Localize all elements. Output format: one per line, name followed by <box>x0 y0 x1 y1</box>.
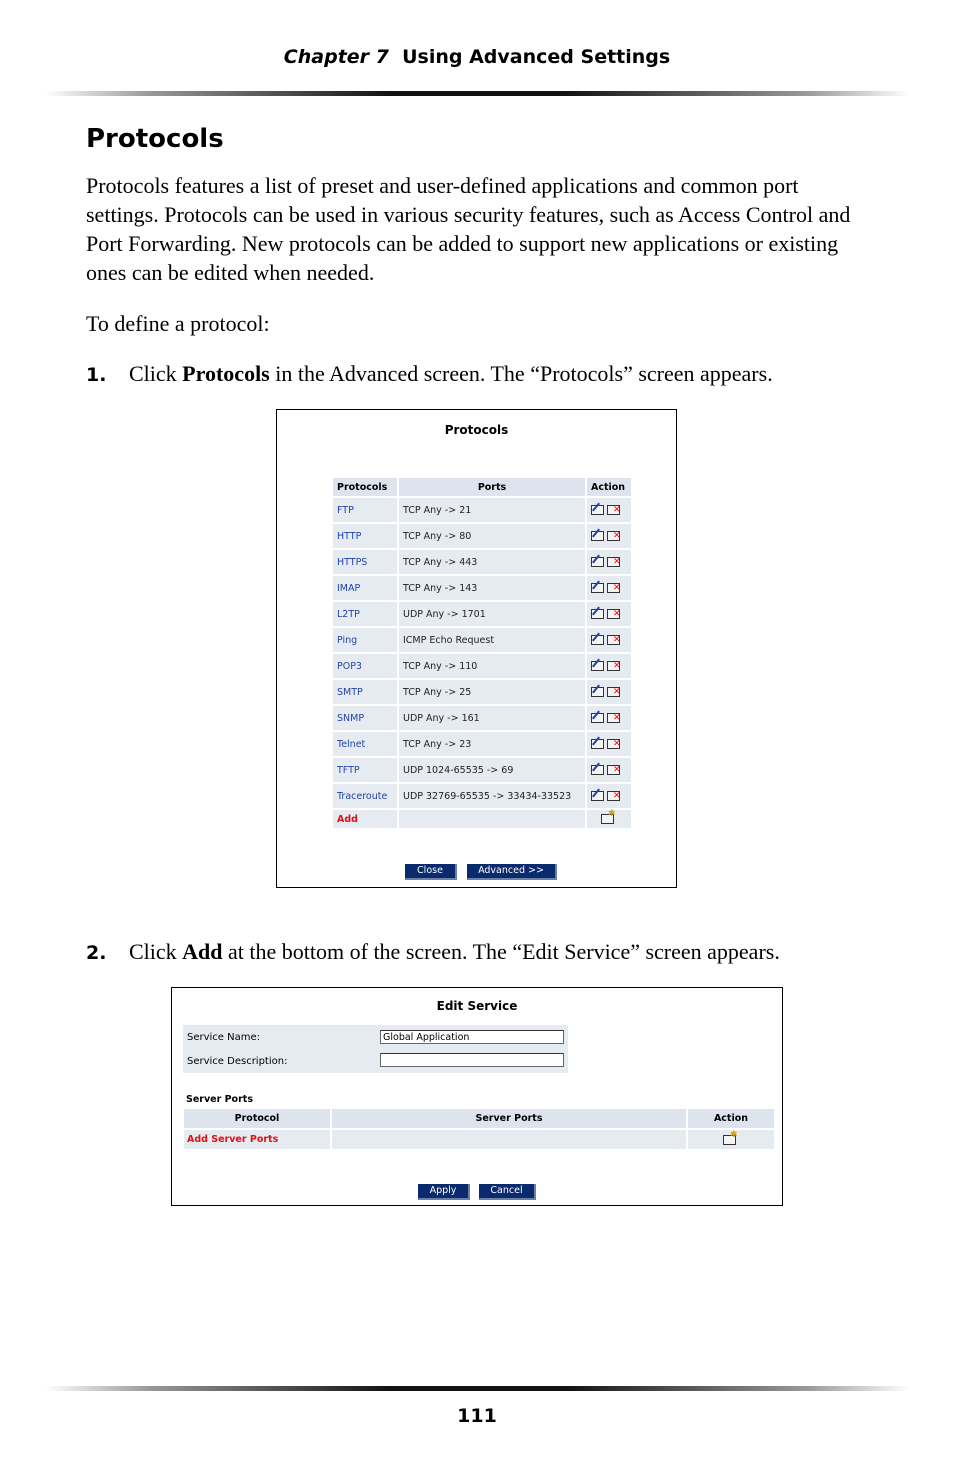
protocol-name-link[interactable]: HTTP <box>333 524 397 548</box>
service-description-label: Service Description: <box>183 1049 376 1073</box>
section-title: Protocols <box>86 124 224 154</box>
edit-icon[interactable] <box>591 713 604 723</box>
running-header <box>0 46 954 68</box>
protocol-name-link[interactable]: POP3 <box>333 654 397 678</box>
action-cell <box>587 810 631 828</box>
chapter-label: Chapter 7 <box>283 46 389 68</box>
delete-icon[interactable] <box>607 505 620 515</box>
define-paragraph: To define a protocol: <box>86 311 270 336</box>
server-ports-label: Server Ports <box>186 1094 253 1105</box>
empty-cell <box>399 810 585 828</box>
edit-icon[interactable] <box>591 609 604 619</box>
service-form <box>183 1025 568 1073</box>
protocols-table <box>331 476 633 830</box>
edit-icon[interactable] <box>591 739 604 749</box>
action-cell <box>587 706 631 730</box>
action-cell <box>688 1130 774 1149</box>
step-text: Click <box>129 361 183 386</box>
delete-icon[interactable] <box>607 765 620 775</box>
service-name-label: Service Name: <box>183 1025 376 1049</box>
protocol-ports: TCP Any -> 21 <box>399 498 585 522</box>
step-text: in the Advanced screen. The “Protocols” screen appears. <box>269 361 773 386</box>
table-row <box>333 654 631 678</box>
protocol-name-link[interactable]: SMTP <box>333 680 397 704</box>
step-number: 2. <box>86 942 107 964</box>
action-cell <box>587 524 631 548</box>
server-ports-table <box>182 1107 776 1151</box>
edit-icon[interactable] <box>591 583 604 593</box>
table-row <box>333 758 631 782</box>
step-text: Click <box>129 939 183 964</box>
edit-icon[interactable] <box>591 661 604 671</box>
screen-title: Edit Service <box>436 999 518 1013</box>
col-header: Action <box>688 1109 774 1128</box>
col-header: Ports <box>399 478 585 496</box>
edit-icon[interactable] <box>591 505 604 515</box>
protocol-name-link[interactable]: FTP <box>333 498 397 522</box>
action-cell <box>587 576 631 600</box>
protocol-ports: TCP Any -> 443 <box>399 550 585 574</box>
action-cell <box>587 784 631 808</box>
table-row <box>333 628 631 652</box>
action-cell <box>587 498 631 522</box>
protocol-name-link[interactable]: Ping <box>333 628 397 652</box>
table-row <box>333 576 631 600</box>
screen-title: Protocols <box>444 423 509 437</box>
protocol-ports: UDP 32769-65535 -> 33434-33523 <box>399 784 585 808</box>
intro-paragraph: Protocols features a list of preset and user-defined applications and common port settings. Protocols can be used in various security features, such as Access Control and Port Forwarding. New protocols can be added to support new applications or existing ones can be edited when needed. <box>86 173 851 285</box>
delete-icon[interactable] <box>607 635 620 645</box>
protocol-ports: TCP Any -> 25 <box>399 680 585 704</box>
delete-icon[interactable] <box>607 739 620 749</box>
protocol-name-link[interactable]: Telnet <box>333 732 397 756</box>
protocol-ports: UDP Any -> 1701 <box>399 602 585 626</box>
action-cell <box>587 732 631 756</box>
service-name-input[interactable]: Global Application <box>380 1030 564 1044</box>
protocol-ports: TCP Any -> 110 <box>399 654 585 678</box>
delete-icon[interactable] <box>607 583 620 593</box>
cancel-button[interactable]: Cancel <box>479 1184 536 1200</box>
edit-service-screen <box>171 987 783 1206</box>
edit-icon[interactable] <box>591 531 604 541</box>
delete-icon[interactable] <box>607 557 620 567</box>
col-header: Action <box>587 478 631 496</box>
apply-button[interactable]: Apply <box>418 1184 470 1200</box>
table-row <box>333 784 631 808</box>
table-row <box>333 680 631 704</box>
service-description-input[interactable] <box>380 1053 564 1067</box>
delete-icon[interactable] <box>607 791 620 801</box>
step-1 <box>86 359 886 390</box>
delete-icon[interactable] <box>607 687 620 697</box>
action-cell <box>587 680 631 704</box>
add-icon[interactable] <box>601 814 614 824</box>
protocol-name-link[interactable]: Traceroute <box>333 784 397 808</box>
delete-icon[interactable] <box>607 531 620 541</box>
step-number: 1. <box>86 364 107 386</box>
edit-icon[interactable] <box>591 791 604 801</box>
header-rule <box>45 91 910 96</box>
add-server-ports-link[interactable]: Add Server Ports <box>184 1130 330 1149</box>
step-text: at the bottom of the screen. The “Edit Service” screen appears. <box>222 939 780 964</box>
protocol-ports: ICMP Echo Request <box>399 628 585 652</box>
table-row <box>333 498 631 522</box>
col-header: Server Ports <box>332 1109 686 1128</box>
table-row <box>333 602 631 626</box>
footer-rule <box>45 1386 910 1391</box>
table-row <box>333 706 631 730</box>
step-keyword: Protocols <box>182 361 270 386</box>
protocol-name-link[interactable]: L2TP <box>333 602 397 626</box>
edit-icon[interactable] <box>591 687 604 697</box>
action-cell <box>587 602 631 626</box>
protocol-name-link[interactable]: HTTPS <box>333 550 397 574</box>
action-cell <box>587 550 631 574</box>
add-protocol-link[interactable]: Add <box>333 810 397 828</box>
close-button[interactable]: Close <box>405 864 457 880</box>
step-keyword: Add <box>182 939 223 964</box>
chapter-title: Using Advanced Settings <box>402 46 671 68</box>
protocol-ports: UDP 1024-65535 -> 69 <box>399 758 585 782</box>
protocol-ports: UDP Any -> 161 <box>399 706 585 730</box>
server-ports-cell <box>332 1130 686 1149</box>
add-icon[interactable] <box>723 1135 736 1145</box>
table-row <box>333 550 631 574</box>
edit-icon[interactable] <box>591 765 604 775</box>
table-row <box>333 524 631 548</box>
protocol-ports: TCP Any -> 23 <box>399 732 585 756</box>
page-number: 111 <box>457 1405 497 1427</box>
delete-icon[interactable] <box>607 609 620 619</box>
protocol-name-link[interactable]: IMAP <box>333 576 397 600</box>
edit-icon[interactable] <box>591 557 604 567</box>
action-cell <box>587 654 631 678</box>
protocol-ports: TCP Any -> 80 <box>399 524 585 548</box>
delete-icon[interactable] <box>607 661 620 671</box>
action-cell <box>587 758 631 782</box>
col-header: Protocols <box>333 478 397 496</box>
protocol-ports: TCP Any -> 143 <box>399 576 585 600</box>
table-row <box>333 732 631 756</box>
delete-icon[interactable] <box>607 713 620 723</box>
edit-icon[interactable] <box>591 635 604 645</box>
advanced-button[interactable]: Advanced >> <box>467 864 557 880</box>
protocol-name-link[interactable]: TFTP <box>333 758 397 782</box>
protocol-name-link[interactable]: SNMP <box>333 706 397 730</box>
col-header: Protocol <box>184 1109 330 1128</box>
table-row <box>333 810 631 828</box>
action-cell <box>587 628 631 652</box>
step-2 <box>86 937 886 968</box>
protocols-screen <box>276 409 677 888</box>
